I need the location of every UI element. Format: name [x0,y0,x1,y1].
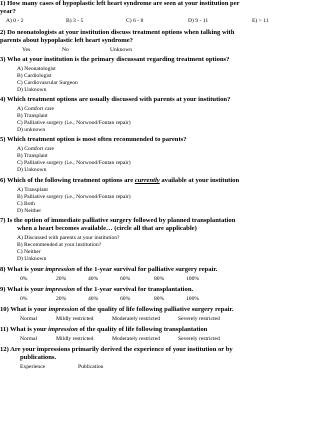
answer-choice[interactable]: 0% [20,296,28,302]
answer-choice[interactable]: Normal [20,316,38,322]
answer-choice[interactable]: 100% [186,296,200,302]
question-3-text: 3) Who at your institution is the primary discussant regarding treatment options? [0,56,230,63]
answer-choice[interactable]: 20% [56,296,67,302]
answer-choice[interactable]: 60% [120,276,131,282]
question-5-text: 5) Which treatment option is most often recommended to parents? [0,136,187,143]
emphasis-impression: impression [48,326,78,333]
answer-choice[interactable]: 60% [120,296,131,302]
emphasis-currently: currently [134,177,160,184]
answer-option[interactable]: B) Recommended at your institution? [17,242,102,248]
emphasis-impression: impression [48,306,79,313]
question-8-text-start: 8) What is your [0,266,46,273]
answer-option[interactable]: B) Transplant [17,113,48,119]
answer-option[interactable]: C) Neither [17,249,41,255]
answer-option[interactable]: D) Unknown [17,256,47,262]
answer-option[interactable]: B) Cardiologist [17,73,52,79]
question-11-text-end: of the quality of life following transplantation [77,326,208,333]
question-7-text-cont: when a heart becomes available… (circle all that are applicable) [17,225,197,232]
answer-choice[interactable]: A) 0 - 2 [6,18,24,24]
question-7-text: 7) Is the option of immediate palliative surgery followed by planned transplantation [0,217,236,224]
answer-choice[interactable]: 80% [154,276,165,282]
answer-choice[interactable]: Moderately restricted [112,316,160,322]
answer-choice[interactable]: Publication [78,364,104,370]
answer-option[interactable]: C) Palliative surgery (i.e., Norwood/Fontan repair) [17,120,131,126]
answer-choice[interactable]: Unknown [110,47,133,53]
answer-option[interactable]: D) Neither [17,208,42,214]
answer-choice[interactable]: 40% [88,296,99,302]
question-11-text [0,326,207,334]
question-2-text: 2) Do neonatologists at your institution discuss treatment options when talking with [0,29,235,36]
answer-choice[interactable]: 40% [88,276,99,282]
answer-option[interactable]: B) Transplant [17,153,48,159]
question-1-text: 1) How many cases of hypoplastic left heart syndrome are seen at your institution per [0,0,240,7]
answer-choice[interactable]: Mildly restricted [56,336,94,342]
answer-choice[interactable]: Yes [22,47,31,53]
answer-choice[interactable]: Moderately restricted [112,336,160,342]
question-12-text-cont: publications. [20,354,57,361]
answer-option[interactable]: A) Comfort care [17,146,54,152]
question-1-text-cont: year? [0,8,16,15]
question-11-text-start: 11) What is your [0,326,49,333]
question-9-text [0,286,193,294]
question-8-text-end: of the 1-year survival for palliative surgery repair. [74,266,218,273]
question-12-text: 12) Are your impressions primarily derived the experience of your institution or by [0,346,233,353]
answer-choice[interactable]: E) > 11 [252,18,269,24]
question-4-text: 4) Which treatment options are usually discussed with parents at your institution? [0,96,231,103]
question-6-text-start: 6) Which of the following treatment options are [0,177,135,184]
question-8-text [0,266,217,274]
question-6-text-end: available at your institution [159,177,240,184]
answer-option[interactable]: B) Palliative surgery (i.e., Norwood/Fontan repair) [17,194,131,200]
answer-choice[interactable]: 0% [20,276,28,282]
answer-choice[interactable]: Severely restricted [178,336,220,342]
answer-choice[interactable]: Experience [20,364,46,370]
answer-choice[interactable]: 100% [186,276,200,282]
answer-choice[interactable]: B) 3 - 5 [66,18,84,24]
question-10-text-end: of the quality of life following palliative surgery repair. [78,306,234,313]
answer-choice[interactable]: No [62,47,69,53]
answer-option[interactable]: D) Unknown [17,167,47,173]
answer-option[interactable]: D) Unknown [17,87,47,93]
answer-option[interactable]: A) Discussed with parents at your institution? [17,235,120,241]
answer-choice[interactable]: Mildly restricted [56,316,94,322]
answer-option[interactable]: A) Neonatologist [17,66,56,72]
answer-option[interactable]: C) Cardiovascular Surgeon [17,80,78,86]
answer-option[interactable]: C) Palliative surgery (i.e., Norwood/Fontan repair) [17,160,131,166]
answer-choice[interactable]: 20% [56,276,67,282]
answer-choice[interactable]: Normal [20,336,38,342]
question-9-text-start: 9) What is your [0,286,46,293]
answer-choice[interactable]: 80% [154,296,165,302]
answer-choice[interactable]: Severely restricted [178,316,220,322]
answer-choice[interactable]: D) 9 - 11 [188,18,209,24]
answer-option[interactable]: A) Comfort care [17,106,54,112]
question-9-text-end: of the 1-year survival for transplantation. [74,286,194,293]
answer-choice[interactable]: C) 6 - 8 [126,18,144,24]
answer-option[interactable]: C) Both [17,201,35,207]
question-6-text [0,177,239,185]
emphasis-impression: impression [45,286,75,293]
answer-option[interactable]: A) Transplant [17,187,48,193]
question-10-text-start: 10) What is your [0,306,49,313]
answer-option[interactable]: D) unknown [17,127,46,133]
question-10-text [0,306,233,314]
emphasis-impression: impression [45,266,75,273]
question-2-text-cont: parents about hypoplastic left heart syndrome? [0,37,133,44]
